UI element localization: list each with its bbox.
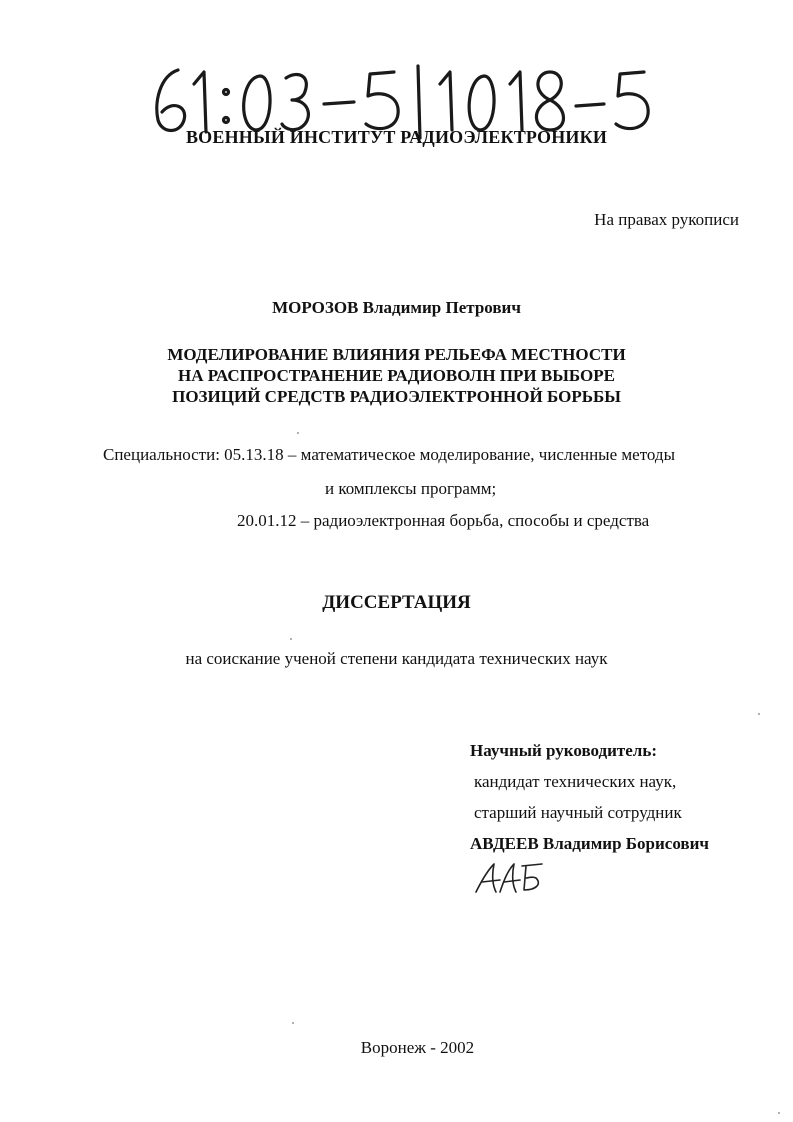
- scan-speck: [758, 713, 760, 715]
- specialty-line-3: 20.01.12 – радиоэлектронная борьба, способы и средства: [237, 511, 650, 530]
- supervisor-block: [470, 735, 709, 859]
- author-name: МОРОЗОВ Владимир Петрович: [272, 298, 521, 317]
- rights-notice: На правах рукописи: [594, 210, 739, 229]
- city-year: Воронеж - 2002: [360, 1038, 475, 1057]
- scan-speck: [290, 638, 292, 640]
- scan-speck: [297, 432, 299, 434]
- title-line: ПОЗИЦИЙ СРЕДСТВ РАДИОЭЛЕКТРОННОЙ БОРЬБЫ: [172, 387, 621, 406]
- document-type: ДИССЕРТАЦИЯ: [322, 592, 471, 613]
- specialty-line-1: Специальности: 05.13.18 – математическое моделирование, численные методы: [103, 445, 675, 464]
- supervisor-signature: [470, 858, 550, 898]
- title-line: МОДЕЛИРОВАНИЕ ВЛИЯНИЯ РЕЛЬЕФА МЕСТНОСТИ: [167, 345, 626, 364]
- institute-name: ВОЕННЫЙ ИНСТИТУТ РАДИОЭЛЕКТРОНИКИ: [185, 127, 608, 147]
- supervisor-heading: Научный руководитель:: [470, 741, 657, 760]
- title-line: НА РАСПРОСТРАНЕНИЕ РАДИОВОЛН ПРИ ВЫБОРЕ: [178, 366, 615, 385]
- specialty-line-2: и комплексы программ;: [325, 479, 497, 498]
- degree-statement: на соискание ученой степени кандидата технических наук: [185, 649, 608, 668]
- supervisor-name: АВДЕЕВ Владимир Борисович: [470, 834, 709, 853]
- supervisor-rank: старший научный сотрудник: [474, 803, 682, 822]
- catalog-code-text: 61:03-5/1018-5: [150, 62, 157, 63]
- scan-speck: [292, 1022, 294, 1024]
- supervisor-degree: кандидат технических наук,: [474, 772, 677, 791]
- dissertation-title: [0, 344, 793, 407]
- scan-speck: [778, 1112, 780, 1114]
